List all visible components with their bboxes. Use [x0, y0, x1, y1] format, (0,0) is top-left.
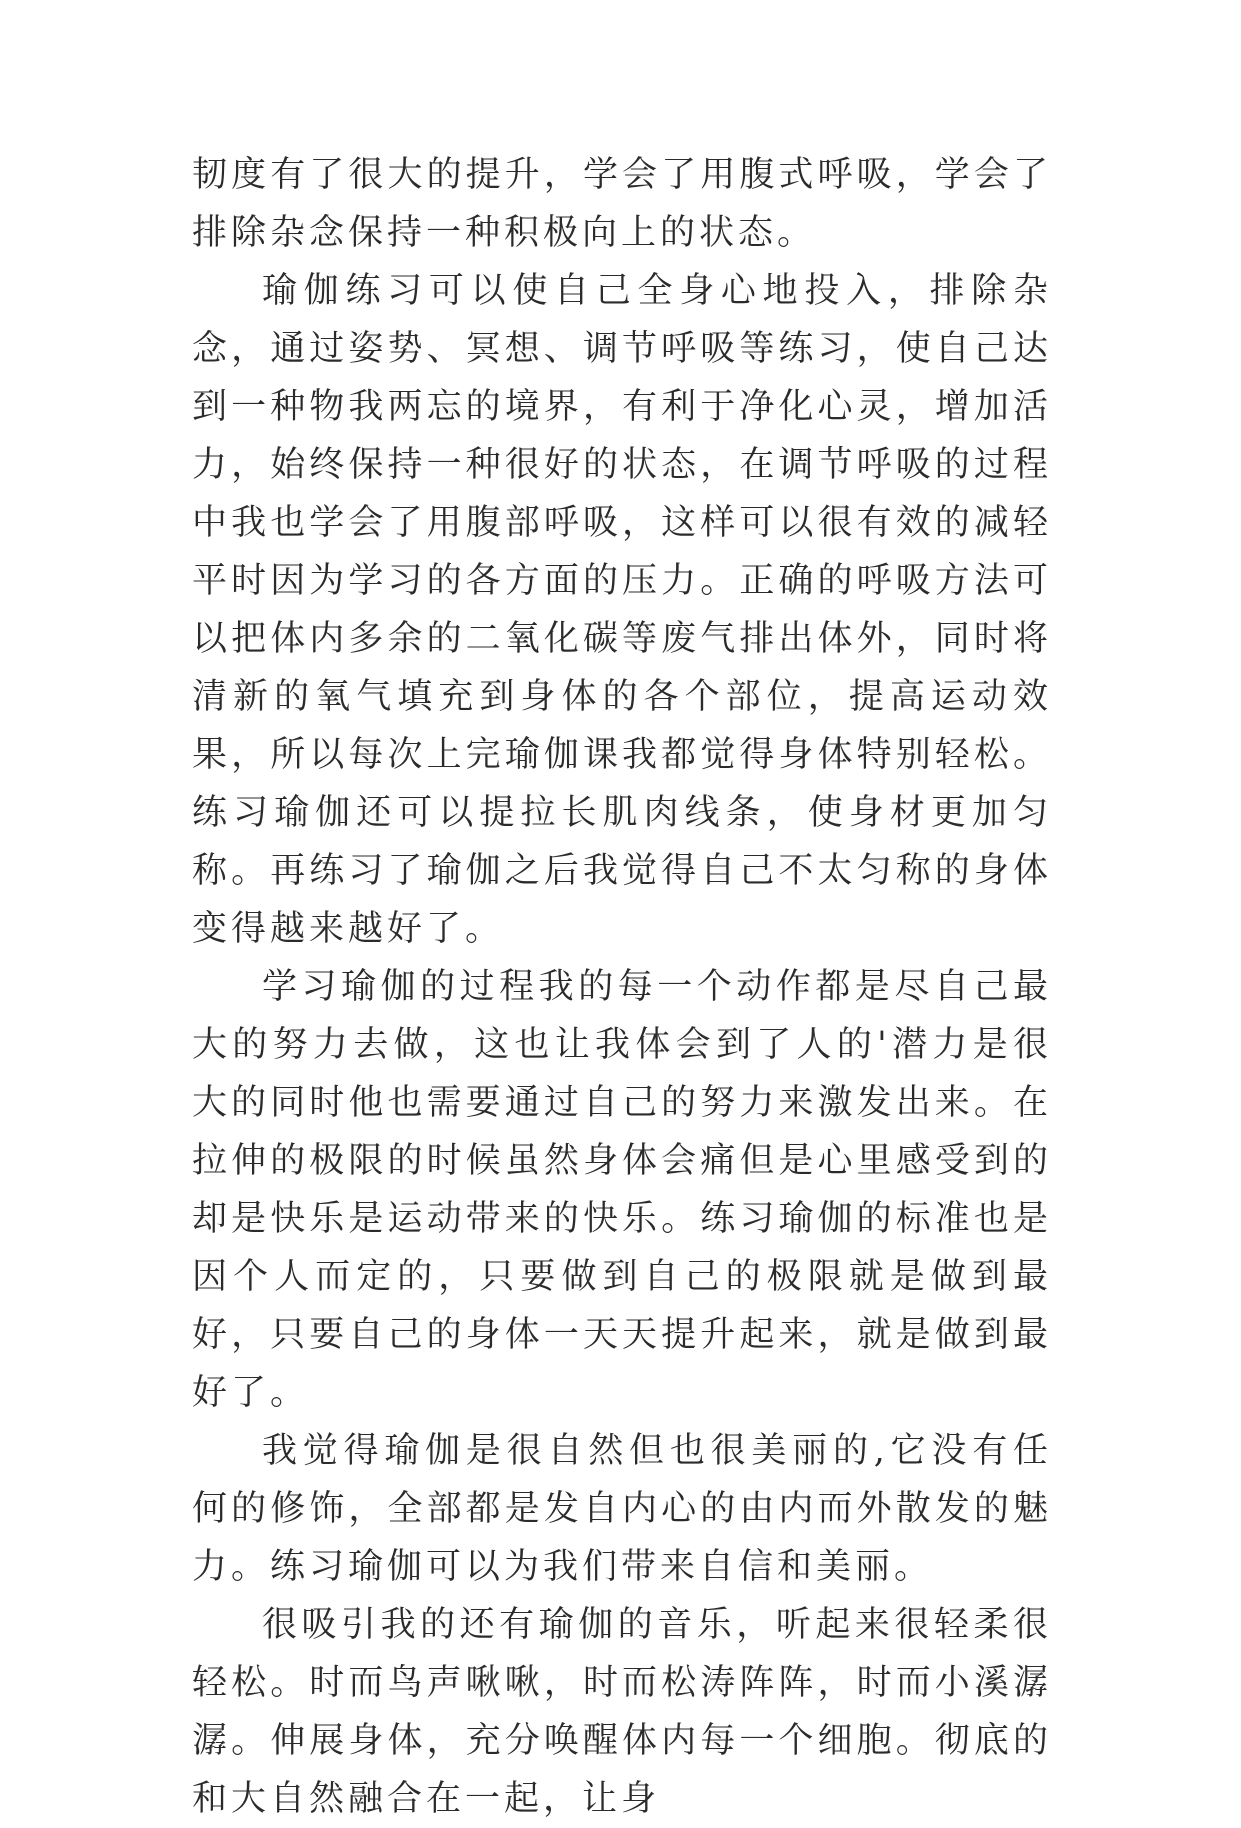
paragraph-4: 我觉得瑜伽是很自然但也很美丽的,它没有任何的修饰，全部都是发自内心的由内而外散发的魅力。练习瑜伽可以为我们带来自信和美丽。	[192, 1431, 1052, 1587]
paragraph-2: 瑜伽练习可以使自己全身心地投入，排除杂念，通过姿势、冥想、调节呼吸等练习，使自己达到一种物我两忘的境界，有利于净化心灵，增加活力，始终保持一种很好的状态，在调节呼吸的过程中我也学会了用腹部呼吸，这样可以很有效的减轻平时因为学习的各方面的压力。正确的呼吸方法可以把体内多余的二氧化碳等废气排出体外，同时将清新的氧气填充到身体的各个部位，提高运动效果，所以每次上完瑜伽课我都觉得身体特别轻松。练习瑜伽还可以提拉长肌肉线条，使身材更加匀称。再练习了瑜伽之后我觉得自己不太匀称的身体变得越来越好了。	[192, 271, 1052, 949]
paragraph-3: 学习瑜伽的过程我的每一个动作都是尽自己最大的努力去做，这也让我体会到了人的'潜力是很大的同时他也需要通过自己的努力来激发出来。在拉伸的极限的时候虽然身体会痛但是心里感受到的却是快乐是运动带来的快乐。练习瑜伽的标准也是因个人而定的，只要做到自己的极限就是做到最好，只要自己的身体一天天提升起来，就是做到最好了。	[192, 967, 1052, 1413]
paragraph-1: 韧度有了很大的提升，学会了用腹式呼吸，学会了排除杂念保持一种积极向上的状态。	[192, 155, 1052, 253]
paragraph-5: 很吸引我的还有瑜伽的音乐，听起来很轻柔很轻松。时而鸟声啾啾，时而松涛阵阵，时而小溪潺潺。伸展身体，充分唤醒体内每一个细胞。彻底的和大自然融合在一起，让身	[192, 1605, 1052, 1819]
body-text	[192, 146, 1052, 1828]
